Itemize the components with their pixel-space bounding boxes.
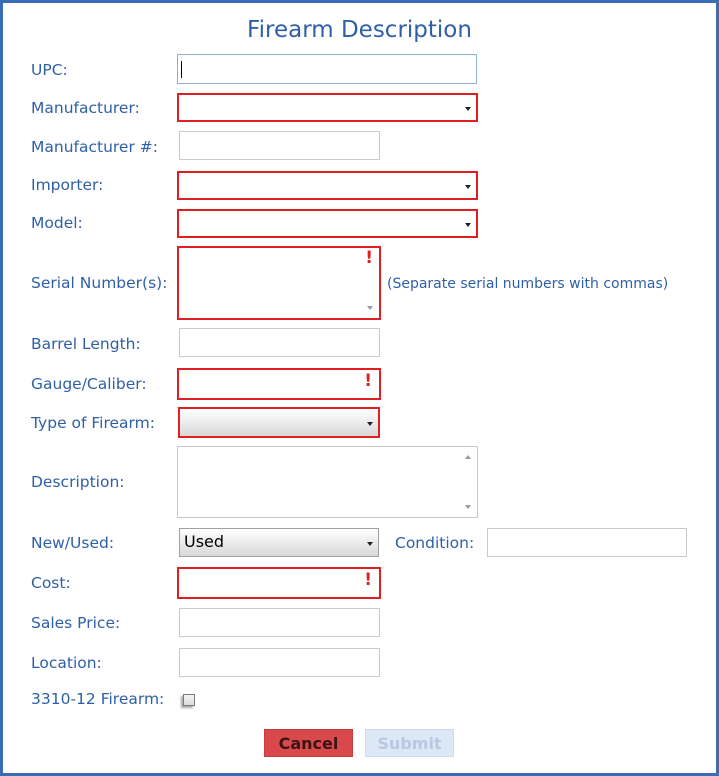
new-used-value: Used <box>184 532 225 551</box>
sales-price-input[interactable] <box>179 608 380 637</box>
new-used-label: New/Used: <box>31 534 115 552</box>
firearm-3310-label: 3310-12 Firearm: <box>31 690 165 708</box>
required-error-icon: ! <box>364 371 372 391</box>
upc-input[interactable] <box>177 54 477 84</box>
scroll-down-icon[interactable] <box>367 306 373 310</box>
dialog-title: Firearm Description <box>247 17 472 43</box>
chevron-down-icon <box>367 422 373 426</box>
location-label: Location: <box>31 654 102 672</box>
firearm-type-label: Type of Firearm: <box>31 414 155 432</box>
chevron-down-icon <box>465 223 471 227</box>
manufacturer-label: Manufacturer: <box>31 99 140 117</box>
cost-input[interactable] <box>177 567 381 599</box>
cost-label: Cost: <box>31 574 71 592</box>
scroll-down-icon[interactable] <box>465 505 471 509</box>
condition-input[interactable] <box>487 528 687 557</box>
text-caret <box>181 61 182 78</box>
chevron-down-icon <box>367 542 373 546</box>
location-input[interactable] <box>179 648 380 677</box>
new-used-select[interactable] <box>179 528 379 557</box>
manufacturer-number-label: Manufacturer #: <box>31 138 158 156</box>
submit-button[interactable]: Submit <box>365 729 454 757</box>
sales-price-label: Sales Price: <box>31 614 121 632</box>
cancel-button[interactable]: Cancel <box>264 729 353 757</box>
gauge-caliber-label: Gauge/Caliber: <box>31 375 147 393</box>
barrel-length-input[interactable] <box>179 328 380 357</box>
required-error-icon: ! <box>365 248 373 268</box>
model-select[interactable] <box>177 209 478 238</box>
gauge-caliber-input[interactable] <box>177 368 381 400</box>
scroll-up-icon[interactable] <box>465 455 471 459</box>
description-textarea[interactable] <box>177 446 478 518</box>
barrel-length-label: Barrel Length: <box>31 335 141 353</box>
serial-number-hint: (Separate serial numbers with commas) <box>387 276 669 292</box>
chevron-down-icon <box>465 185 471 189</box>
model-label: Model: <box>31 214 83 232</box>
manufacturer-number-input[interactable] <box>179 131 380 160</box>
condition-label: Condition: <box>395 534 475 552</box>
description-label: Description: <box>31 473 125 491</box>
upc-label: UPC: <box>31 61 68 79</box>
chevron-down-icon <box>465 107 471 111</box>
importer-label: Importer: <box>31 176 104 194</box>
manufacturer-select[interactable] <box>177 93 478 122</box>
serial-number-textarea[interactable] <box>177 246 381 320</box>
firearm-3310-checkbox[interactable] <box>183 694 195 706</box>
importer-select[interactable] <box>177 171 478 200</box>
serial-number-label: Serial Number(s): <box>31 274 168 292</box>
required-error-icon: ! <box>364 570 372 590</box>
firearm-type-select[interactable] <box>178 407 380 438</box>
